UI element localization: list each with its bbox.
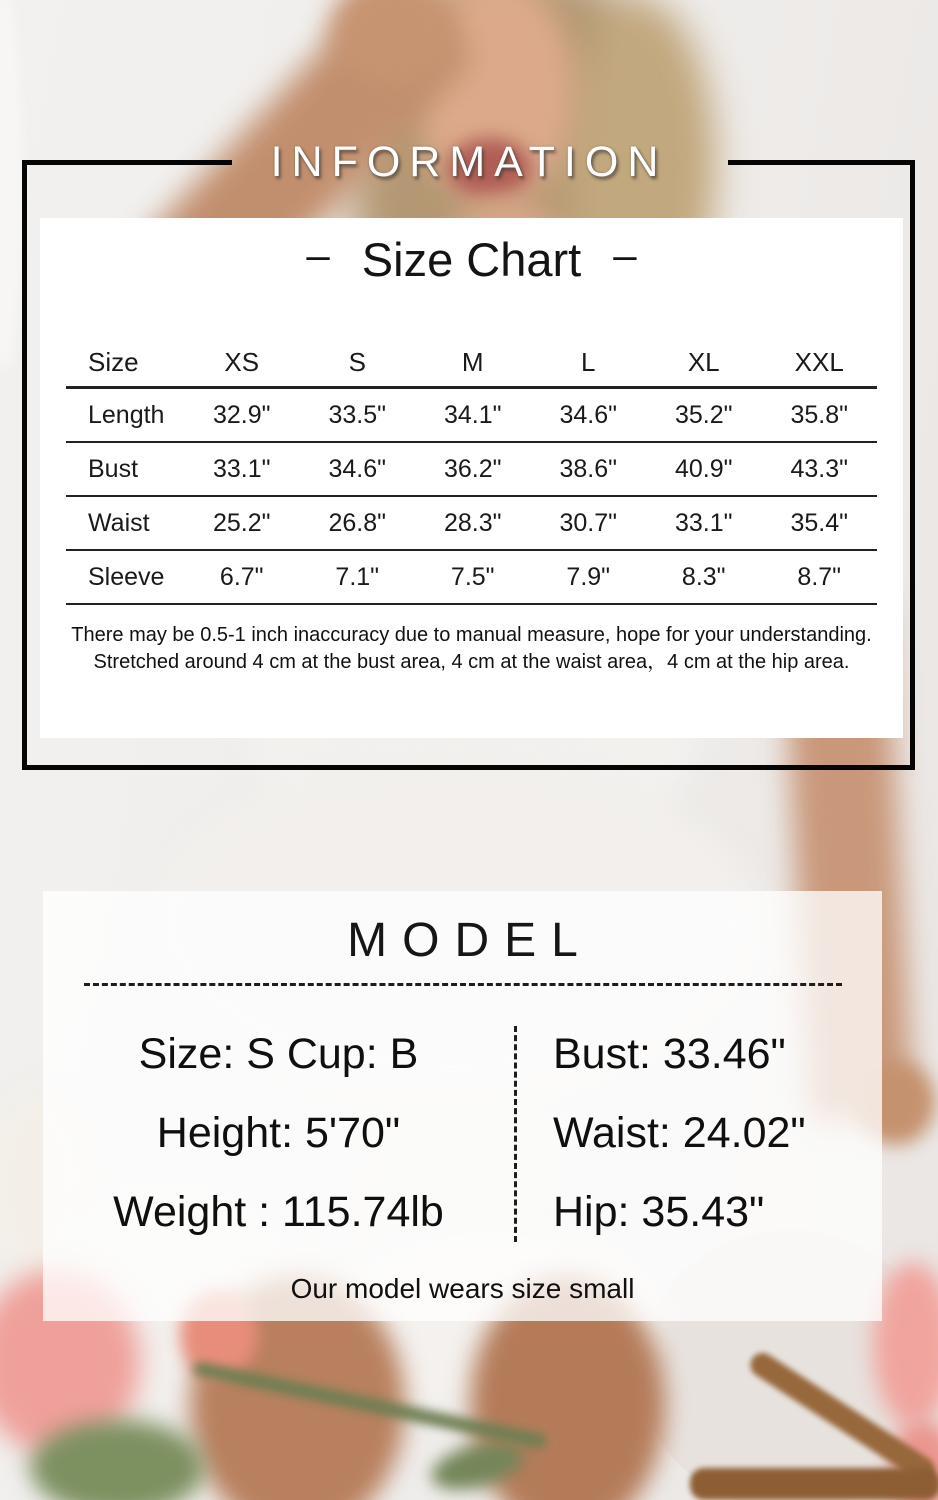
size-chart-cell: 35.8": [790, 400, 849, 429]
row-label: Waist: [88, 508, 150, 537]
size-chart-header-cell: M: [461, 346, 484, 377]
model-specs-left-column: [43, 1015, 514, 1253]
size-chart-cell: 35.2": [674, 400, 733, 429]
model-size-worn-note: Our model wears size small: [290, 1273, 635, 1304]
size-chart-cell: 32.9": [212, 400, 271, 429]
size-chart-cell: 26.8": [328, 508, 387, 537]
size-chart-cell: 34.6": [559, 400, 618, 429]
size-chart-cell: 34.1": [443, 400, 502, 429]
model-spec-hip: Hip: 35.43": [553, 1188, 765, 1236]
size-chart-cell: 34.6": [328, 454, 387, 483]
size-chart-cell: 30.7": [559, 508, 618, 537]
size-chart-cell: 25.2": [212, 508, 271, 537]
row-label: Sleeve: [88, 562, 165, 591]
size-chart-cell: 6.7": [219, 562, 264, 591]
size-chart-cell: 40.9": [674, 454, 733, 483]
model-specs-grid: [43, 1015, 882, 1253]
size-chart-dash-right: –: [613, 230, 637, 278]
size-chart-cell: 43.3": [790, 454, 849, 483]
table-row-sleeve: [66, 551, 877, 605]
size-chart-cell: 38.6": [559, 454, 618, 483]
size-chart-dash-left: –: [306, 230, 330, 278]
size-chart-cell: 28.3": [443, 508, 502, 537]
size-chart-header-cell: L: [581, 346, 596, 377]
row-label: Bust: [88, 454, 139, 483]
model-spec-weight: Weight : 115.74lb: [113, 1188, 444, 1236]
size-chart-header-cell: XS: [224, 346, 260, 377]
size-chart-cell: 7.1": [335, 562, 380, 591]
model-dashed-separator: [84, 983, 842, 986]
measurement-note: [40, 622, 903, 676]
model-specs-right-column: [517, 1015, 882, 1253]
size-chart-cell: 8.7": [797, 562, 842, 591]
size-chart-cell: 33.1": [674, 508, 733, 537]
size-chart-cell: 7.5": [450, 562, 495, 591]
size-chart-header-cell: S: [348, 346, 366, 377]
measurement-note-line2: Stretched around 4 cm at the bust area, 4 cm at the waist area，4 cm at the hip area.: [93, 651, 850, 673]
size-chart-panel: [40, 218, 903, 738]
size-chart-table: [66, 338, 877, 605]
size-chart-cell: 33.1": [212, 454, 271, 483]
size-chart-heading: [40, 232, 903, 287]
size-chart-cell: 8.3": [681, 562, 726, 591]
size-chart-header-cell: XL: [687, 346, 720, 377]
model-spec-bust: Bust: 33.46": [553, 1030, 786, 1078]
table-row-waist: [66, 497, 877, 551]
info-section-title: INFORMATION: [270, 138, 668, 186]
size-chart-header-row: [66, 338, 877, 389]
model-spec-waist: Waist: 24.02": [553, 1109, 806, 1157]
table-row-bust: [66, 443, 877, 497]
size-chart-cell: 33.5": [328, 400, 387, 429]
size-chart-header-cell: Size: [88, 346, 139, 377]
size-chart-header-cell: XXL: [794, 346, 844, 377]
chair-rail-horizontal: [690, 1468, 938, 1500]
row-label: Length: [88, 400, 165, 429]
model-spec-size-cup: Size: S Cup: B: [138, 1030, 419, 1078]
model-section-title: MODEL: [347, 914, 593, 967]
size-chart-cell: 35.4": [790, 508, 849, 537]
model-info-panel: [43, 891, 882, 1321]
size-chart-cell: 7.9": [566, 562, 611, 591]
size-chart-cell: 36.2": [443, 454, 502, 483]
table-row-length: [66, 389, 877, 443]
measurement-note-line1: There may be 0.5-1 inch inaccuracy due to manual measure, hope for your understanding.: [71, 624, 872, 646]
model-spec-height: Height: 5'70": [156, 1109, 401, 1157]
size-chart-title: Size Chart: [361, 233, 582, 286]
